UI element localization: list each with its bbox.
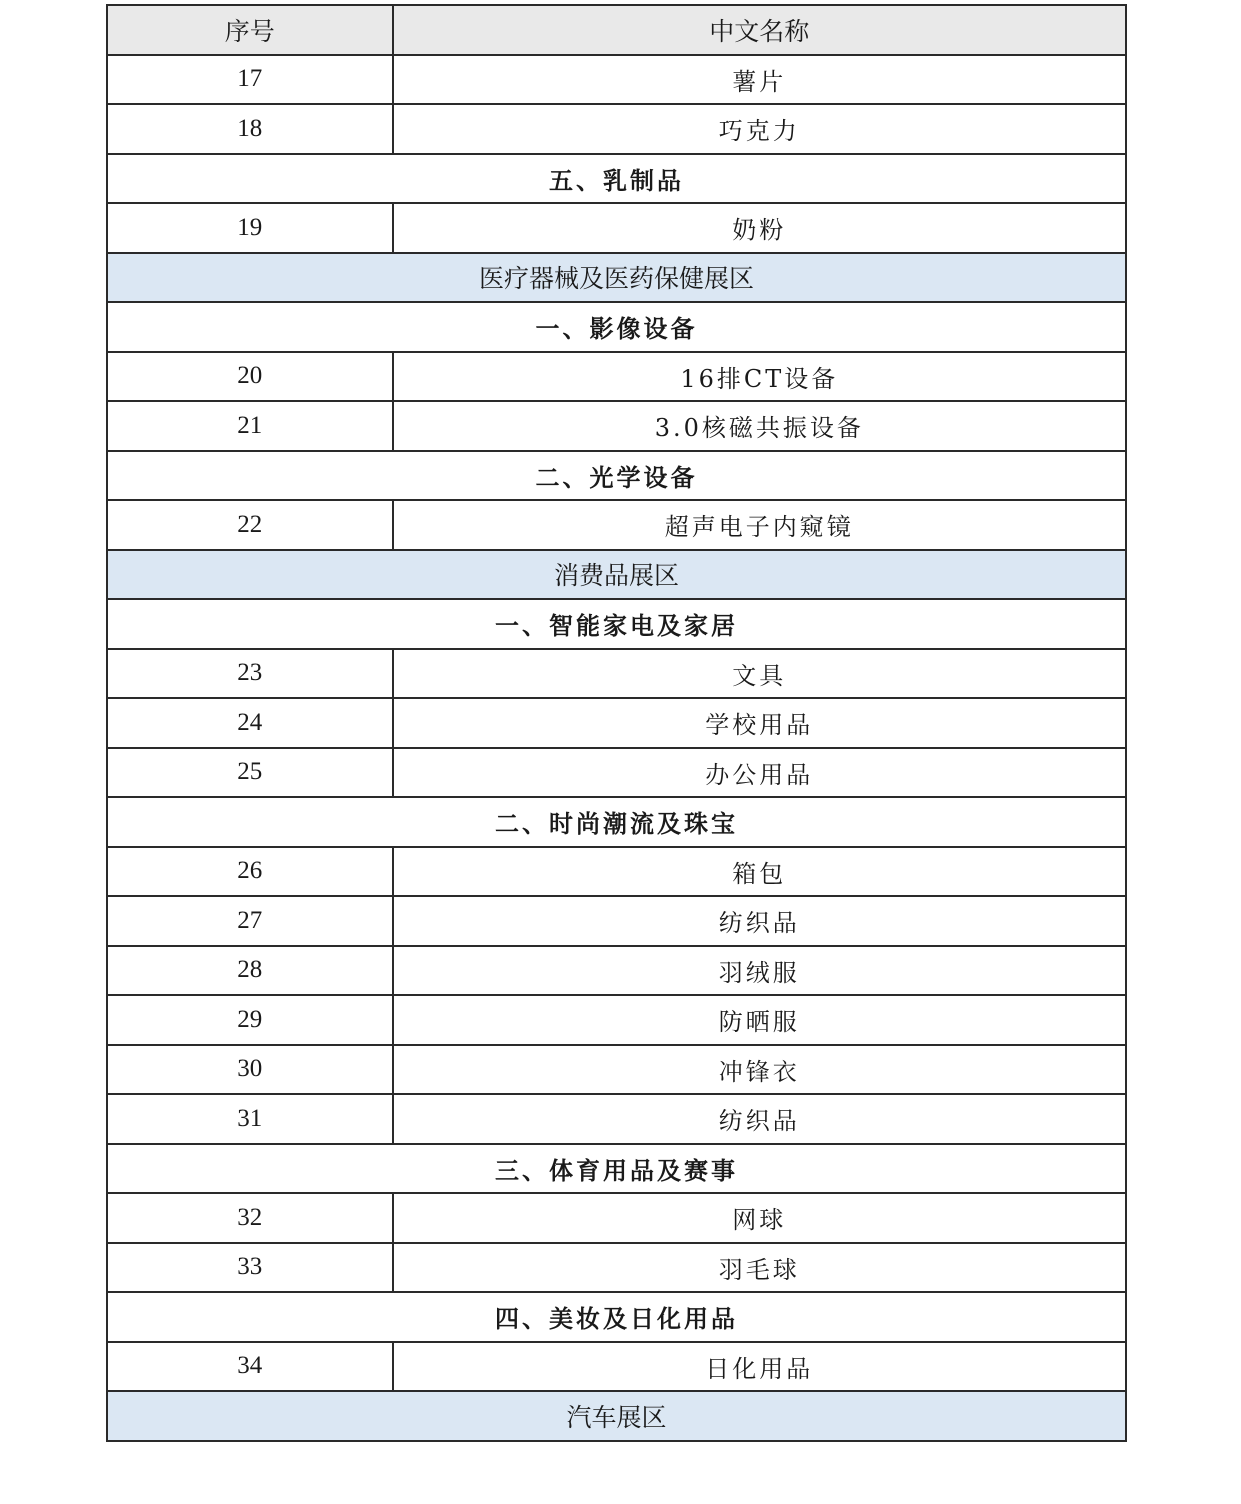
section-title: 消费品展区: [107, 550, 1126, 600]
section-title: 医疗器械及医药保健展区: [107, 253, 1126, 303]
subsection-title: 五、乳制品: [107, 154, 1126, 204]
row-index: 26: [107, 847, 393, 897]
subsection-header-row: [107, 451, 1126, 501]
row-name: 薯片: [393, 55, 1126, 105]
subsection-header-row: [107, 154, 1126, 204]
row-index: 23: [107, 649, 393, 699]
row-index: 34: [107, 1342, 393, 1392]
row-index: 25: [107, 748, 393, 798]
table-header-row: [107, 5, 1126, 55]
table-row: [107, 847, 1126, 897]
row-index: 17: [107, 55, 393, 105]
row-name: 文具: [393, 649, 1126, 699]
row-index: 29: [107, 995, 393, 1045]
row-name: 学校用品: [393, 698, 1126, 748]
table-row: [107, 1094, 1126, 1144]
table-row: [107, 698, 1126, 748]
section-header-row: [107, 1391, 1126, 1441]
subsection-header-row: [107, 1292, 1126, 1342]
subsection-title: 一、影像设备: [107, 302, 1126, 352]
table-row: [107, 896, 1126, 946]
row-index: 18: [107, 104, 393, 154]
subsection-title: 二、时尚潮流及珠宝: [107, 797, 1126, 847]
row-index: 31: [107, 1094, 393, 1144]
table-row: [107, 352, 1126, 402]
row-name: 巧克力: [393, 104, 1126, 154]
row-index: 21: [107, 401, 393, 451]
table-row: [107, 946, 1126, 996]
subsection-header-row: [107, 1144, 1126, 1194]
header-index: 序号: [107, 5, 393, 55]
table-row: [107, 1243, 1126, 1293]
table-row: [107, 401, 1126, 451]
subsection-title: 三、体育用品及赛事: [107, 1144, 1126, 1194]
row-name: 办公用品: [393, 748, 1126, 798]
section-title: 汽车展区: [107, 1391, 1126, 1441]
row-index: 28: [107, 946, 393, 996]
row-name: 网球: [393, 1193, 1126, 1243]
table-row: [107, 55, 1126, 105]
subsection-title: 二、光学设备: [107, 451, 1126, 501]
table-row: [107, 500, 1126, 550]
row-index: 33: [107, 1243, 393, 1293]
row-index: 24: [107, 698, 393, 748]
row-name: 纺织品: [393, 1094, 1126, 1144]
table-row: [107, 1342, 1126, 1392]
row-name: 羽毛球: [393, 1243, 1126, 1293]
row-index: 32: [107, 1193, 393, 1243]
row-index: 30: [107, 1045, 393, 1095]
subsection-header-row: [107, 599, 1126, 649]
row-index: 27: [107, 896, 393, 946]
table-body: [107, 55, 1126, 1441]
table-row: [107, 995, 1126, 1045]
row-index: 19: [107, 203, 393, 253]
row-name: 16排CT设备: [393, 352, 1126, 402]
row-name: 冲锋衣: [393, 1045, 1126, 1095]
section-header-row: [107, 253, 1126, 303]
subsection-header-row: [107, 302, 1126, 352]
table-row: [107, 649, 1126, 699]
row-name: 超声电子内窥镜: [393, 500, 1126, 550]
row-name: 3.0核磁共振设备: [393, 401, 1126, 451]
row-name: 日化用品: [393, 1342, 1126, 1392]
subsection-header-row: [107, 797, 1126, 847]
row-index: 20: [107, 352, 393, 402]
row-name: 防晒服: [393, 995, 1126, 1045]
row-name: 箱包: [393, 847, 1126, 897]
subsection-title: 四、美妆及日化用品: [107, 1292, 1126, 1342]
subsection-title: 一、智能家电及家居: [107, 599, 1126, 649]
header-name: 中文名称: [393, 5, 1126, 55]
table-row: [107, 748, 1126, 798]
table-row: [107, 1045, 1126, 1095]
section-header-row: [107, 550, 1126, 600]
row-name: 羽绒服: [393, 946, 1126, 996]
table-row: [107, 203, 1126, 253]
table-row: [107, 1193, 1126, 1243]
row-name: 纺织品: [393, 896, 1126, 946]
row-index: 22: [107, 500, 393, 550]
table-row: [107, 104, 1126, 154]
product-table: [106, 4, 1127, 1442]
row-name: 奶粉: [393, 203, 1126, 253]
